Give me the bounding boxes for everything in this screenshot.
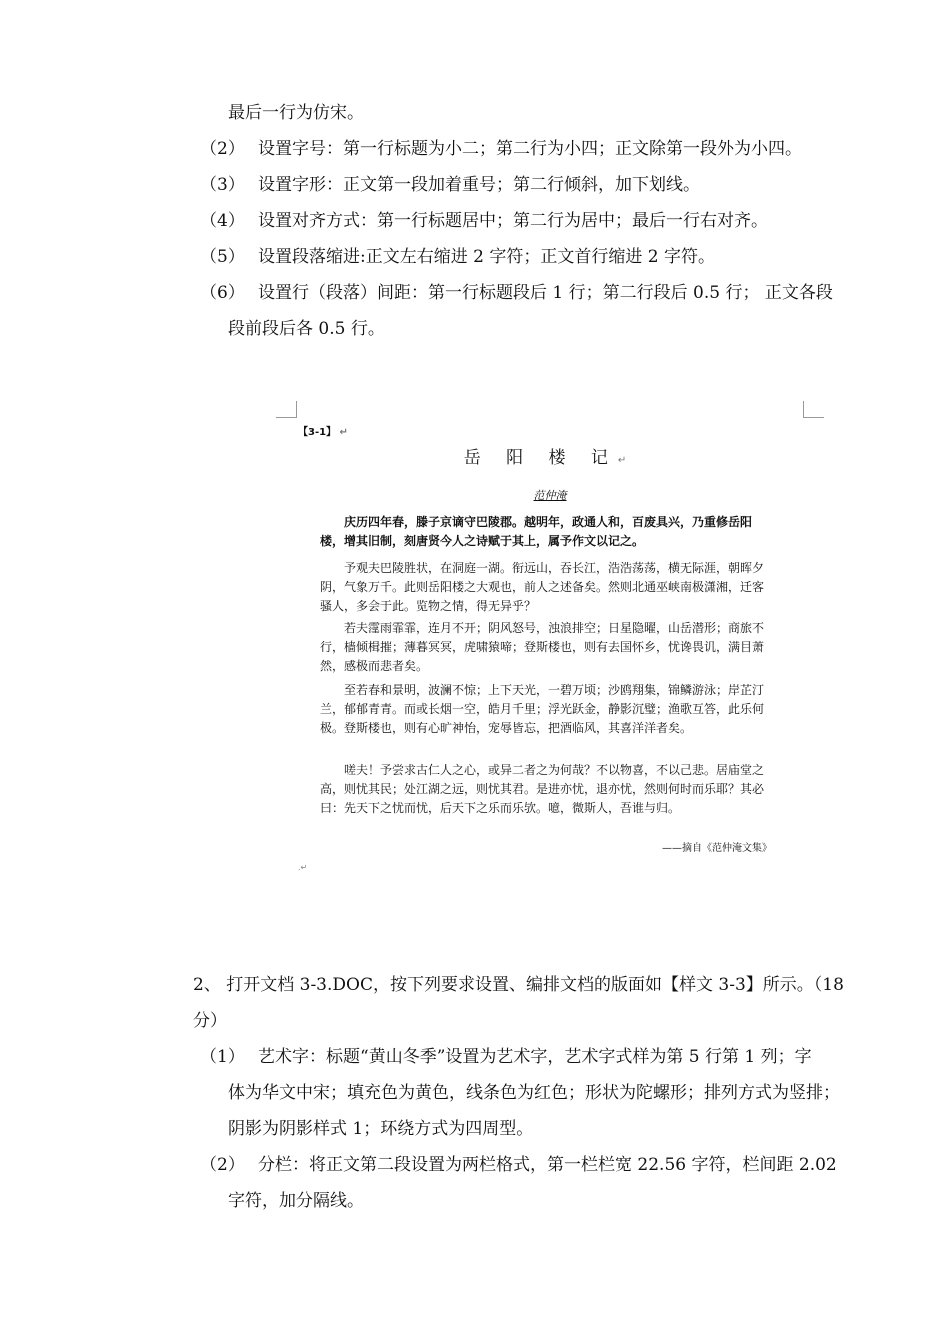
sample-source: ——摘自《范仲淹文集》 xyxy=(662,843,772,854)
question-2-line-1: 2、 打开文档 3-3.DOC，按下列要求设置、编排文档的版面如【样文 3-3】所示。（18 xyxy=(193,975,844,995)
question-2-line-2: 分） xyxy=(193,1011,227,1031)
item-text: 设置段落缩进:正文左右缩进 2 字符；正文首行缩进 2 字符。 xyxy=(258,247,715,267)
item-text: 设置行（段落）间距：第一行标题段后 1 行；第二行段后 0.5 行； 正文各段 xyxy=(258,283,833,303)
intro-item-4 xyxy=(200,210,768,232)
item-number: （5） xyxy=(200,247,245,267)
sample-paragraph-5: 嗟夫！予尝求古仁人之心，或异二者之为何哉？不以物喜，不以己悲。居庙堂之高，则忧其民；处江湖之远，则忧其君。是进亦忧，退亦忧，然则何时而乐耶？其必曰：先天下之忧而忧，后天下之乐而乐欤。噫，微斯人，吾谁与归。 xyxy=(320,763,765,815)
sample-title: 岳 阳 楼 记↵ xyxy=(463,448,637,468)
intro-item-5 xyxy=(200,246,715,268)
crop-mark-top-right xyxy=(803,401,824,418)
intro-item-3 xyxy=(200,174,700,196)
question-2-item-2 xyxy=(200,1154,837,1176)
sample-paragraph-3: 若夫霪雨霏霏，连月不开；阴风怒号，浊浪排空；日星隐曜，山岳潜形；商旅不行，樯倾楫摧；薄暮冥冥，虎啸猿啼；登斯楼也，则有去国怀乡，忧谗畏讥，满目萧然，感极而悲者矣。 xyxy=(320,621,765,673)
item-number: （2） xyxy=(200,1155,245,1175)
item-text: 艺术字：标题“黄山冬季”设置为艺术字，艺术字式样为第 5 行第 1 列；字 xyxy=(258,1047,812,1067)
item-number: （1） xyxy=(200,1047,245,1067)
intro-line-0: 最后一行为仿宋。 xyxy=(228,103,364,123)
item-text: 设置字号：第一行标题为小二；第二行为小四；正文除第一段外为小四。 xyxy=(258,139,802,159)
item-number: （4） xyxy=(200,211,245,231)
question-2-item-1-cont-1: 体为华文中宋；填充色为黄色，线条色为红色；形状为陀螺形；排列方式为竖排； xyxy=(228,1083,840,1103)
item-text: 设置对齐方式：第一行标题居中；第二行为居中；最后一行右对齐。 xyxy=(258,211,768,231)
sample-label: 【3-1】 ↵ xyxy=(298,427,348,438)
question-2-item-1 xyxy=(200,1046,812,1068)
intro-item-6 xyxy=(200,282,833,304)
item-number: （2） xyxy=(200,139,245,159)
question-2-item-1-cont-2: 阴影为阴影样式 1；环绕方式为四周型。 xyxy=(228,1119,534,1139)
sample-paragraph-4: 至若春和景明，波澜不惊；上下天光，一碧万顷；沙鸥翔集，锦鳞游泳；岸芷汀兰，郁郁青青。而或长烟一空，皓月千里；浮光跃金，静影沉璧；渔歌互答，此乐何极。登斯楼也，则有心旷神怡，宠辱皆忘，把酒临风，其喜洋洋者矣。 xyxy=(320,683,765,735)
item-text: 设置字形：正文第一段加着重号；第二行倾斜，加下划线。 xyxy=(258,175,700,195)
end-mark: .↵ xyxy=(298,863,308,872)
sample-document-3-1 xyxy=(270,395,830,885)
item-number: （3） xyxy=(200,175,245,195)
sample-paragraph-2: 予观夫巴陵胜状，在洞庭一湖。衔远山，吞长江，浩浩荡荡，横无际涯，朝晖夕阴，气象万千。此则岳阳楼之大观也，前人之述备矣。然则北通巫峡南极潇湘，迁客骚人，多会于此。览物之情，得无异乎？ xyxy=(320,561,765,613)
sample-author: 范仲淹 xyxy=(533,489,567,502)
item-text: 分栏：将正文第二段设置为两栏格式，第一栏栏宽 22.56 字符，栏间距 2.02 xyxy=(258,1155,837,1175)
question-2-item-2-cont: 字符，加分隔线。 xyxy=(228,1191,364,1211)
intro-item-2 xyxy=(200,138,802,160)
crop-mark-top-left xyxy=(276,401,297,418)
item-number: （6） xyxy=(200,283,245,303)
sample-paragraph-1: 庆历四年春，滕子京谪守巴陵郡。越明年，政通人和，百废具兴，乃重修岳阳楼，增其旧制，刻唐贤今人之诗赋于其上，属予作文以记之。 xyxy=(320,515,753,548)
intro-item-6-continued: 段前段后各 0.5 行。 xyxy=(228,319,385,339)
